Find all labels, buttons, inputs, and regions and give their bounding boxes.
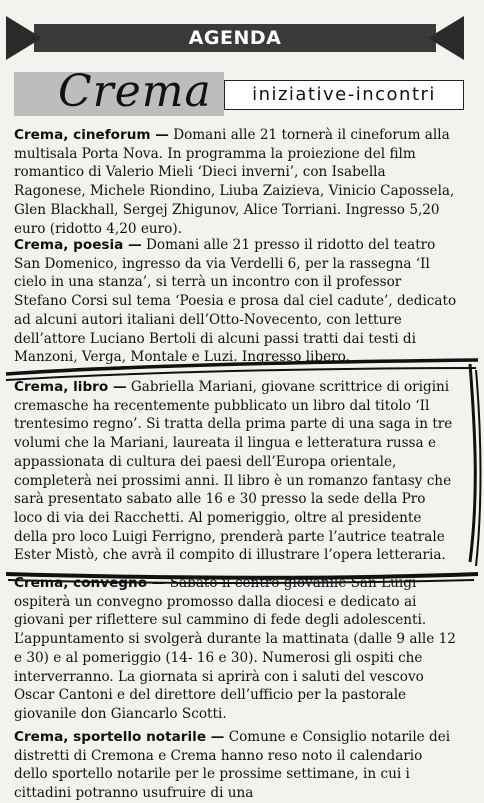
article-heading: Crema, poesia — — [14, 237, 142, 253]
article-heading: Crema, sportello notarile — — [14, 729, 225, 745]
article-body: Gabriella Mariani, giovane scrittrice di origini cremasche ha recentemente pubblicato un libro dal titolo ‘Il trentesimo regno’. Si tratta della prima parte di una saga in tre volumi che la Mariani, laureata il lingua e letteratura russa e appassionata di cultura dei paesi dell’Europa orientale, completerà nei prossimi anni. Il libro è un romanzo fantasy che sarà presentato sabato alle 16 e 30 presso la sede della Pro loco di via dei Racchetti. Al pomeriggio, oltre al presidente della pro loco Luigi Ferrigno, prenderà parte l’autrice teatrale Ester Mistò, che avrà il compito di illustrare l’opera letteraria. — [14, 379, 453, 564]
article-body: Sabato il centro giovanile San Luigi ospiterà un convegno promosso dalla diocesi e dedicato ai giovani per riflettere sul cammino di fede degli adolescenti. L’appuntamento si svolgerà durante la mattinata (dalle 9 alle 12 e 30) e al pomeriggio (14- 16 e 30). Numerosi gli ospiti che interverranno. La giornata si aprirà con i saluti del vescovo Oscar Cantoni e del direttore dell’ufficio per la pastorale giovanile don Giancarlo Scotti. — [14, 575, 456, 722]
section-banner — [6, 66, 466, 118]
article-body: Domani alle 21 presso il ridotto del teatro San Domenico, ingresso da via Verdelli 6, per la rassegna ‘Il cielo in una stanza’, si terrà un incontro con il professor Stefano Corsi sul tema ‘Poesia e prosa dal ciel cadute’, dedicato ad alcuni autori italiani dell’Otto-Novecento, con letture dell’attore Luciano Bertoli di alcuni passi tratti dai testi di Manzoni, Verga, Montale e Luzi. Ingresso libero. — [14, 237, 457, 366]
article-cineforum — [14, 126, 458, 238]
section-header — [6, 16, 464, 60]
banner-subtitle: iniziative-incontri — [224, 80, 464, 110]
article-heading: Crema, cineforum — — [14, 127, 169, 143]
article-body: Comune e Consiglio notarile dei distretti di Cremona e Crema hanno reso noto il calendario dello sportello notarile per le prossime settimane, in cui i cittadini potranno usufruire di una — [14, 729, 451, 802]
article-heading: Crema, libro — — [14, 379, 127, 395]
city-logo — [14, 66, 224, 117]
article-sportello-notarile — [14, 728, 458, 803]
article-poesia — [14, 236, 458, 367]
article-libro — [14, 378, 458, 565]
article-body: Domani alle 21 tornerà il cineforum alla multisala Porta Nova. In programma la proiezione del film romantico di Valerio Mieli ‘Dieci inverni’, con Isabella Ragonese, Michele Riondino, Liuba Zaizieva, Vinicio Capossela, Glen Blackhall, Sergej Zhigunov, Alice Torriani. Ingresso 5,20 euro (ridotto 4,20 euro). — [14, 127, 455, 237]
article-convegno — [14, 574, 458, 724]
section-title: AGENDA — [188, 27, 282, 49]
article-heading: Crema, convegno — — [14, 575, 166, 591]
city-logo-text: Crema — [58, 66, 212, 117]
